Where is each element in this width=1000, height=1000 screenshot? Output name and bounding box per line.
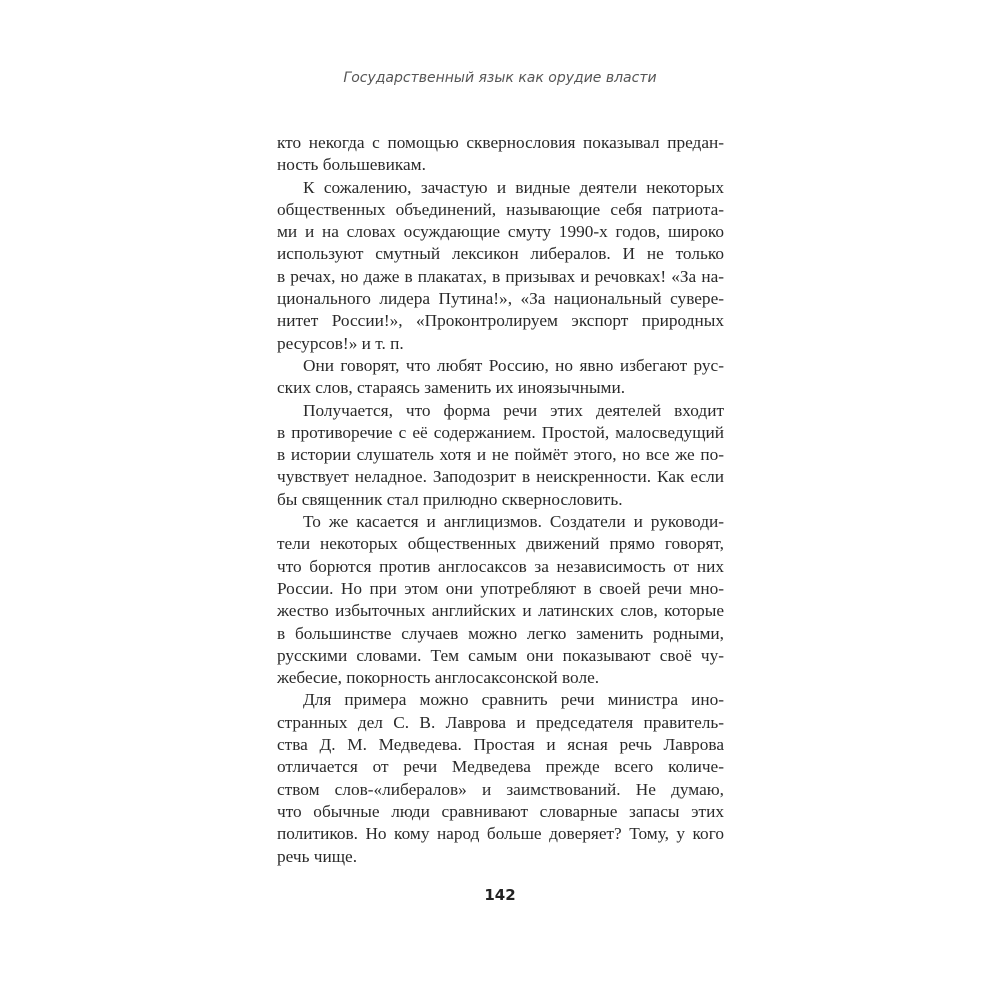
text-line: нитет России!», «Проконтролируем экспорт природных [277, 311, 724, 331]
text-line: общественных объединений, называющие себя патриота- [277, 199, 724, 219]
text-line: кто некогда с помощью сквернословия показывал предан- [277, 133, 724, 152]
text-line: в речах, но даже в плакатах, в призывах и речовках! «За на- [277, 266, 724, 286]
text-line: бы священник стал прилюдно сквернословить. [277, 489, 623, 509]
text-line: Получается, что форма речи этих деятелей входит [303, 400, 724, 420]
text-line: политиков. Но кому народ больше доверяет? Тому, у кого [277, 824, 724, 844]
text-line: жебесие, покорность англосаксонской воле. [277, 668, 600, 688]
text-line: отличается от речи Медведева прежде всего количе- [277, 757, 724, 777]
text-line: в истории слушатель хотя и не поймёт этого, но все же по- [277, 445, 724, 465]
text-line: То же касается и англицизмов. Создатели и руководи- [303, 512, 724, 532]
text-line: что борются против англосаксов за независимость от них [277, 556, 724, 576]
text-line: Для примера можно сравнить речи министра ино- [303, 690, 724, 710]
text-line: странных дел С. В. Лаврова и председателя правитель- [277, 712, 724, 732]
text-line: ства Д. М. Медведева. Простая и ясная речь Лаврова [277, 735, 724, 755]
text-line: ских слов, стараясь заменить их иноязычными. [277, 378, 626, 398]
page-body-text [277, 132, 724, 868]
text-line: тели некоторых общественных движений прямо говорят, [277, 534, 724, 554]
text-line: в большинстве случаев можно легко заменить родными, [277, 623, 724, 643]
text-line: ность большевикам. [277, 155, 426, 175]
text-line: используют смутный лексикон либералов. И не только [277, 244, 724, 264]
running-header: Государственный язык как орудие власти [343, 70, 657, 86]
text-line: ми и на словах осуждающие смуту 1990-х годов, широко [277, 222, 724, 242]
text-line: ционального лидера Путина!», «За национальный сувере- [277, 289, 724, 309]
text-line: речь чище. [277, 846, 358, 866]
text-line: ресурсов!» и т. п. [277, 333, 404, 353]
text-line: русскими словами. Тем самым они показывают своё чу- [277, 645, 724, 665]
text-line: ством слов-«либералов» и заимствований. Не думаю, [277, 779, 724, 799]
text-line: жество избыточных английских и латинских слов, которые [277, 601, 724, 621]
text-line: России. Но при этом они употребляют в своей речи мно- [277, 578, 724, 598]
text-line: Они говорят, что любят Россию, но явно избегают рус- [303, 355, 724, 375]
text-line: чувствует неладное. Заподозрит в неискренности. Как если [277, 467, 724, 487]
page-number: 142 [484, 886, 516, 904]
text-line: К сожалению, зачастую и видные деятели некоторых [303, 177, 724, 197]
text-line: что обычные люди сравнивают словарные запасы этих [277, 801, 724, 821]
text-line: в противоречие с её содержанием. Простой, малосведущий [277, 422, 724, 442]
